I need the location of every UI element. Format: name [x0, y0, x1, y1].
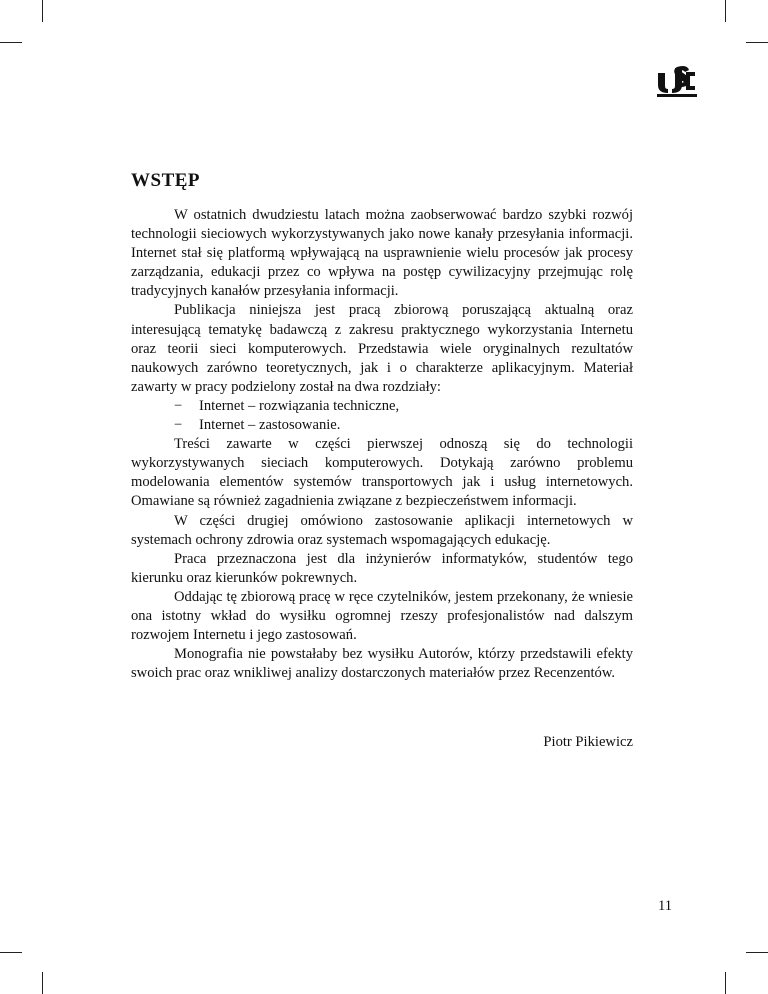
- crop-mark: [0, 42, 22, 43]
- publisher-logo-icon: [655, 64, 699, 98]
- crop-mark: [725, 0, 726, 22]
- crop-mark: [746, 42, 768, 43]
- list-bullet: −: [174, 417, 183, 434]
- crop-mark: [42, 0, 43, 22]
- chapter-list: [131, 397, 633, 435]
- crop-mark: [42, 972, 43, 994]
- crop-mark: [746, 952, 768, 953]
- paragraph: Treści zawarte w części pierwszej odnoszą się do technologii wykorzystywanych sieciach komputerowych. Dotykają zarówno problemu modelowania elementów systemów transportowych jak i usług internetowych. Omawiane są również zagadnienia związane z bezpieczeństwem informacji.: [131, 436, 633, 510]
- author-signature: Piotr Pikiewicz: [543, 734, 633, 750]
- paragraph: Praca przeznaczona jest dla inżynierów informatyków, studentów tego kierunku oraz kierunków pokrewnych.: [131, 550, 633, 586]
- list-bullet: −: [174, 397, 183, 414]
- list-item: [131, 397, 633, 416]
- body-text: [131, 206, 633, 683]
- paragraph: Oddając tę zbiorową pracę w ręce czytelników, jestem przekonany, że wniesie ona istotny wkład do wysiłku ogromnej rzeszy profesjonalistów nad dalszym rozwojem Internetu i jego zastosowań.: [131, 588, 633, 644]
- list-item-label: Internet – rozwiązania techniczne,: [199, 397, 400, 414]
- list-item-label: Internet – zastosowanie.: [199, 417, 341, 434]
- paragraph: W ostatnich dwudziestu latach można zaobserwować bardzo szybki rozwój technologii sieciowych wykorzystywanych jako nowe kanały przesyłania informacji. Internet stał się platformą wpływającą na usprawnienie wielu procesów jak procesy zarządzania, edukacji przez co wpływa na postęp cywilizacyjny przejmując rolę tradycyjnych kanałów przesyłania informacji.: [131, 207, 633, 300]
- crop-mark: [725, 972, 726, 994]
- paragraph: W części drugiej omówiono zastosowanie aplikacji internetowych w systemach ochrony zdrowia oraz systemach wspomagających edukację.: [131, 512, 633, 548]
- page-title: WSTĘP: [131, 170, 201, 191]
- paragraph: Monografia nie powstałaby bez wysiłku Autorów, którzy przedstawili efekty swoich prac oraz wnikliwej analizy dostarczonych materiałów przez Recenzentów.: [131, 646, 633, 682]
- paragraph: Publikacja niniejsza jest pracą zbiorową poruszającą aktualną oraz interesującą tematykę badawczą z zakresu praktycznego wykorzystania Internetu oraz teorii sieci komputerowych. Przedstawia wiele oryginalnych rezultatów naukowych zarówno teoretycznych, jak i o charakterze aplikacyjnym. Materiał zawarty w pracy podzielony został na dwa rozdziały:: [131, 302, 633, 395]
- list-item: [131, 416, 633, 435]
- crop-mark: [0, 952, 22, 953]
- page-number: 11: [657, 898, 672, 914]
